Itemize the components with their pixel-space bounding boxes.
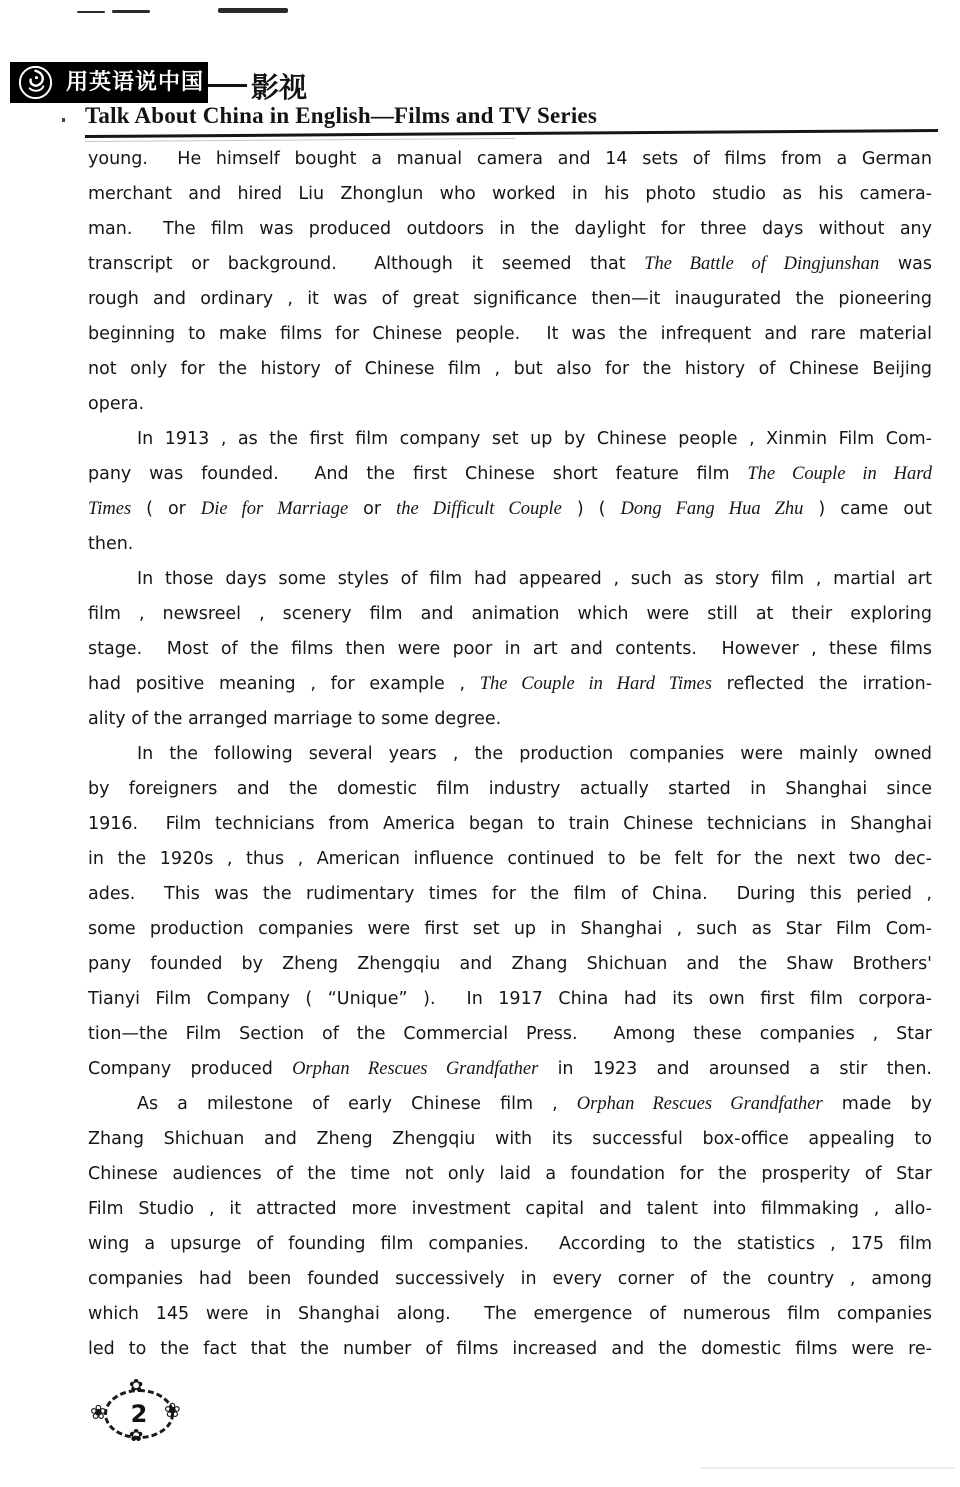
text-line xyxy=(88,877,932,912)
film-title-italic: The Battle of Dingjunshan xyxy=(644,254,880,274)
page-number: 2 xyxy=(130,1400,148,1428)
banner-volume-label: 影视 xyxy=(251,71,308,104)
text-segment: in 1923 and arounsed a stir then. xyxy=(538,1059,932,1079)
text-segment: or xyxy=(348,499,397,519)
text-segment: then. xyxy=(88,534,134,554)
rosette-ornament-icon: ✿ xyxy=(129,1376,144,1396)
text-segment: ades. This was the rudimentary times for the film of China. During this peried , xyxy=(88,884,932,904)
text-segment: 1916. Film technicians from America began to train Chinese technicians in Shanghai xyxy=(88,814,932,834)
scan-artifact xyxy=(77,11,105,13)
film-title-italic: Die for Marriage xyxy=(200,499,349,519)
text-segment: Tianyi Film Company ( “Unique” ). In 1917 China had its own first film corpora- xyxy=(88,989,932,1009)
text-line xyxy=(88,842,932,877)
text-segment: merchant and hired Liu Zhonglun who worked in his photo studio as his camera- xyxy=(88,184,932,204)
film-title-italic: Times xyxy=(88,499,132,519)
scan-artifact xyxy=(62,118,65,122)
film-title-italic: The Couple in Hard Times xyxy=(479,674,712,694)
text-line xyxy=(88,142,932,177)
text-segment: stage. Most of the films then were poor in art and contents. However , these films xyxy=(88,639,932,659)
header-banner xyxy=(10,62,208,103)
text-line xyxy=(88,737,932,772)
rosette-ornament-icon: ❀ xyxy=(90,1400,107,1424)
text-segment: Chinese audiences of the time not only laid a foundation for the prosperity of Star xyxy=(88,1164,932,1184)
paragraph xyxy=(88,562,932,737)
film-title-italic: the Difficult Couple xyxy=(396,499,562,519)
text-line xyxy=(88,247,932,282)
text-segment: As a milestone of early Chinese film , xyxy=(137,1094,577,1114)
paragraph xyxy=(88,422,932,562)
text-line xyxy=(88,912,932,947)
text-segment: In those days some styles of film had appeared , such as story film , martial art xyxy=(137,569,932,589)
scan-artifact xyxy=(700,1467,955,1469)
text-line xyxy=(88,667,932,702)
rosette-ornament-icon: ❀ xyxy=(164,1398,181,1422)
text-line xyxy=(88,1297,932,1332)
rosette-ornament-icon: ✿ xyxy=(129,1426,144,1446)
body-text xyxy=(88,142,932,1367)
banner-dash xyxy=(208,84,247,87)
text-segment: rough and ordinary , it was of great significance then—it inaugurated the pioneering xyxy=(88,289,932,309)
text-segment: which 145 were in Shanghai along. The emergence of numerous film companies xyxy=(88,1304,932,1324)
text-line xyxy=(88,1332,932,1367)
text-line xyxy=(88,177,932,212)
text-line xyxy=(88,492,932,527)
text-segment: ) ( xyxy=(561,499,621,519)
text-line xyxy=(88,1122,932,1157)
text-segment: opera. xyxy=(88,394,145,414)
text-segment: young. He himself bought a manual camera and 14 sets of films from a German xyxy=(88,149,932,169)
film-title-italic: Dong Fang Hua Zhu xyxy=(620,499,804,519)
text-segment: Zhang Shichuan and Zheng Zhengqiu with its successful box-office appealing to xyxy=(88,1129,932,1149)
text-segment: in the 1920s , thus , American influence continued to be felt for the next two dec- xyxy=(88,849,932,869)
book-title: Talk About China in English—Films and TV Series xyxy=(85,103,597,128)
text-segment: led to the fact that the number of films increased and the domestic films were re- xyxy=(88,1339,932,1359)
text-line xyxy=(88,457,932,492)
text-line xyxy=(88,1087,932,1122)
text-segment: transcript or background. Although it seemed that xyxy=(88,254,645,274)
text-segment: pany was founded. And the first Chinese short feature film xyxy=(88,464,748,484)
text-line xyxy=(88,387,932,422)
text-segment: wing a upsurge of founding film companies. According to the statistics , 175 film xyxy=(88,1234,932,1254)
text-segment: man. The film was produced outdoors in the daylight for three days without any xyxy=(88,219,932,239)
page-number-badge xyxy=(90,1376,185,1447)
text-segment: tion—the Film Section of the Commercial Press. Among these companies , Star xyxy=(88,1024,932,1044)
paragraph xyxy=(88,737,932,1087)
text-line xyxy=(88,702,932,737)
text-segment: ) came out xyxy=(803,499,933,519)
film-title-italic: Orphan Rescues Grandfather xyxy=(576,1094,823,1114)
text-segment: made by xyxy=(822,1094,932,1114)
scan-artifact xyxy=(112,10,150,13)
text-line xyxy=(88,212,932,247)
film-title-italic: The Couple in Hard xyxy=(747,464,932,484)
text-line xyxy=(88,317,932,352)
text-segment: Company produced xyxy=(88,1059,293,1079)
text-line xyxy=(88,1052,932,1087)
text-line xyxy=(88,772,932,807)
text-segment: In the following several years , the production companies were mainly owned xyxy=(137,744,932,764)
text-line xyxy=(88,562,932,597)
paragraph xyxy=(88,142,932,422)
text-line xyxy=(88,632,932,667)
text-line xyxy=(88,352,932,387)
text-segment: had positive meaning , for example , xyxy=(88,674,480,694)
text-segment: some production companies were first set up in Shanghai , such as Star Film Com- xyxy=(88,919,932,939)
text-segment: not only for the history of Chinese film , but also for the history of Chinese Beijing xyxy=(88,359,932,379)
text-segment: ( or xyxy=(131,499,201,519)
text-segment: companies had been founded successively in every corner of the country , among xyxy=(88,1269,932,1289)
dragon-logo-icon xyxy=(16,63,55,102)
text-segment: pany founded by Zheng Zhengqiu and Zhang Shichuan and the Shaw Brothers' xyxy=(88,954,932,974)
text-line xyxy=(88,947,932,982)
banner-series-title: 用英语说中国 xyxy=(66,70,205,95)
text-line xyxy=(88,982,932,1017)
text-segment: ality of the arranged marriage to some degree. xyxy=(88,709,502,729)
text-line xyxy=(88,1157,932,1192)
text-segment: by foreigners and the domestic film industry actually started in Shanghai since xyxy=(88,779,932,799)
text-line xyxy=(88,1192,932,1227)
text-line xyxy=(88,1017,932,1052)
film-title-italic: Orphan Rescues Grandfather xyxy=(292,1059,539,1079)
text-segment: film , newsreel , scenery film and animation which were still at their exploring xyxy=(88,604,932,624)
text-segment: beginning to make films for Chinese people. It was the infrequent and rare material xyxy=(88,324,932,344)
text-segment: In 1913 , as the first film company set up by Chinese people , Xinmin Film Com- xyxy=(137,429,932,449)
text-line xyxy=(88,597,932,632)
text-line xyxy=(88,807,932,842)
text-segment: was xyxy=(879,254,932,274)
text-line xyxy=(88,422,932,457)
text-line xyxy=(88,1262,932,1297)
paragraph xyxy=(88,1087,932,1367)
title-underline xyxy=(85,129,938,138)
text-segment: Film Studio , it attracted more investment capital and talent into filmmaking , allo- xyxy=(88,1199,932,1219)
text-line xyxy=(88,282,932,317)
text-line xyxy=(88,527,932,562)
scan-artifact xyxy=(218,8,288,13)
text-segment: reflected the irration- xyxy=(711,674,933,694)
text-line xyxy=(88,1227,932,1262)
